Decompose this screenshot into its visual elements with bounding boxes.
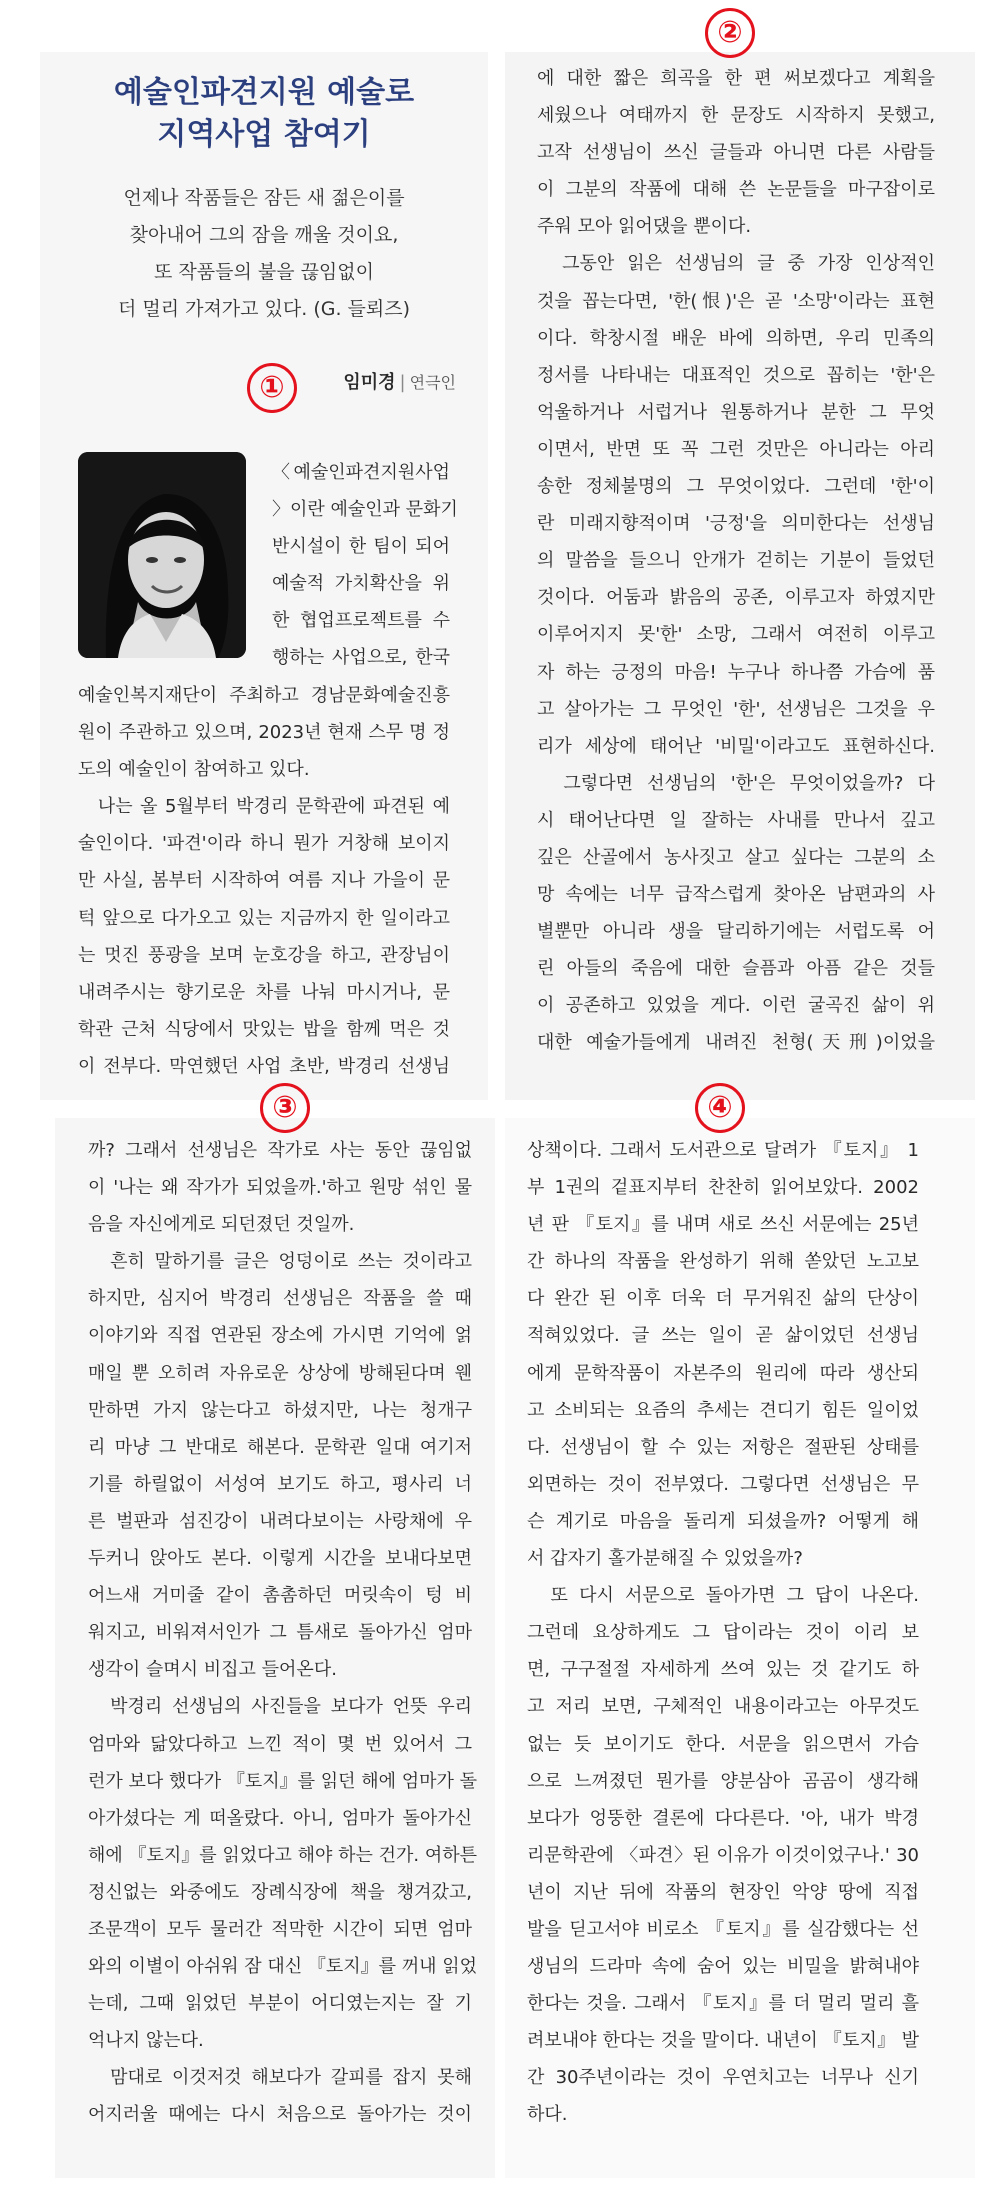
text-line: 술인이다. '파견'이라 하니 뭔가 거창해 보이지 xyxy=(78,833,450,855)
text-line: 이면서, 반면 또 꼭 그런 것만은 아니라는 아리 xyxy=(537,438,935,460)
text-line: 반시설이 한 팀이 되어 xyxy=(272,536,450,558)
text-line: 〉이란 예술인과 문화기 xyxy=(272,499,458,521)
text-line: 고 소비되는 요즘의 추세는 견디기 힘든 일이었 xyxy=(527,1399,919,1421)
text-line: 는 멋진 풍광을 보며 눈호강을 하고, 관장님이 xyxy=(78,944,450,966)
text-line: 박경리 선생님의 사진들을 보다가 언뜻 우리 xyxy=(88,1696,472,1718)
article-panel-1 xyxy=(40,52,488,1100)
text-line: 없는 듯 보이기도 한다. 서문을 읽으면서 가슴 xyxy=(527,1733,919,1755)
text-line: 흔히 말하기를 글은 엉덩이로 쓰는 것이라고 xyxy=(88,1251,472,1273)
marker-2: ② xyxy=(705,8,755,58)
text-line: 두커니 앉아도 본다. 이렇게 시간을 보내다보면 xyxy=(88,1548,472,1570)
text-line: 깊은 산골에서 농사짓고 살고 싶다는 그분의 소 xyxy=(537,846,935,868)
marker-3: ③ xyxy=(260,1083,310,1133)
text-line: 주워 모아 읽어댔을 뿐이다. xyxy=(537,216,752,238)
text-line: 이다. 학창시절 배운 바에 의하면, 우리 민족의 xyxy=(537,327,935,349)
author-photo xyxy=(78,452,246,658)
text-line: 란 미래지향적이며 '긍정'을 의미한다는 선생님 xyxy=(537,513,935,535)
text-line: 리문학관에 〈파견〉된 이유가 이것이었구나.' 30 xyxy=(527,1844,919,1866)
text-line: 린 아들의 죽음에 대한 슬픔과 아픔 같은 것들 xyxy=(537,958,935,980)
text-line: 간 30주년이라는 것이 우연치고는 너무나 신기 xyxy=(527,2067,919,2089)
text-line: 나는 올 5월부터 박경리 문학관에 파견된 예 xyxy=(78,796,450,818)
epigraph-quote xyxy=(40,180,488,328)
text-line: 조문객이 모두 물러간 적막한 시간이 되면 엄마 xyxy=(88,1918,472,1940)
text-line: 면, 구구절절 자세하게 쓰여 있는 것 같기도 하 xyxy=(527,1659,919,1681)
text-line: 부 1권의 겉표지부터 찬찬히 읽어보았다. 2002 xyxy=(527,1177,919,1199)
text-line: 년 판 『토지』를 내며 새로 쓰신 서문에는 25년 xyxy=(527,1214,919,1236)
text-line: 슨 계기로 마음을 돌리게 되셨을까? 어떻게 해 xyxy=(527,1510,919,1532)
title-line-1: 예술인파견지원 예술로 xyxy=(113,75,415,110)
author-role: 연극인 xyxy=(409,373,456,392)
text-line: 와의 이별이 아쉬워 잠 대신 『토지』를 꺼내 읽었 xyxy=(88,1956,478,1978)
text-line: 고 저리 보면, 구체적인 내용이라고는 아무것도 xyxy=(527,1696,919,1718)
text-line: 〈예술인파견지원사업 xyxy=(272,462,450,483)
text-line: 적혀있었다. 글 쓰는 일이 곧 삶이었던 선생님 xyxy=(527,1325,919,1347)
author-byline xyxy=(343,368,456,394)
text-line: 워지고, 비워져서인가 그 틈새로 돌아가신 엄마 xyxy=(88,1622,472,1644)
quote-line: 또 작품들의 불을 끊임없이 xyxy=(153,261,374,283)
text-line: 엄마와 닮았다하고 느낀 적이 몇 번 있어서 그 xyxy=(88,1733,472,1755)
text-line: 에 대한 짧은 희곡을 한 편 써보겠다고 계획을 xyxy=(537,68,935,89)
text-line: 억울하거나 서럽거나 원통하거나 분한 그 무엇 xyxy=(537,401,935,423)
text-line: 기를 하릴없이 서성여 보기도 하고, 평사리 너 xyxy=(88,1473,472,1495)
body-text-column-4 xyxy=(527,1132,919,2134)
text-line: 도의 예술인이 참여하고 있다. xyxy=(78,759,310,781)
text-line: 이 그분의 작품에 대해 쓴 논문들을 마구잡이로 xyxy=(537,179,935,201)
text-line: 망 속에는 너무 급작스럽게 찾아온 남편과의 사 xyxy=(537,884,935,906)
text-line: 정서를 나타내는 대표적인 것으로 꼽히는 '한'은 xyxy=(537,364,935,386)
text-line: 외면하는 것이 전부였다. 그렇다면 선생님은 무 xyxy=(527,1473,919,1495)
text-line: 원이 주관하고 있으며, 2023년 현재 스무 명 정 xyxy=(78,722,450,744)
quote-line: 언제나 작품들은 잠든 새 젊은이를 xyxy=(123,187,405,209)
text-line: 내려주시는 향기로운 차를 나눠 마시거나, 문 xyxy=(78,981,450,1003)
text-line: 다. 선생님이 할 수 있는 저항은 절판된 상태를 xyxy=(527,1436,919,1458)
text-line: 대한 예술가들에게 내려진 천형(天刑)이었을 xyxy=(537,1032,935,1054)
article-panel-3 xyxy=(55,1118,495,2178)
quote-line: 더 멀리 가져가고 있다. (G. 들뢰즈) xyxy=(117,298,411,320)
author-portrait-image xyxy=(78,452,246,658)
text-line: 아가셨다는 게 떠올랐다. 아니, 엄마가 돌아가신 xyxy=(88,1807,472,1829)
text-line: 자 하는 긍정의 마음! 누구나 하나쯤 가슴에 품 xyxy=(537,661,935,683)
author-separator: | xyxy=(399,372,406,393)
text-line: 까? 그래서 선생님은 작가로 사는 동안 끊임없 xyxy=(88,1140,472,1161)
text-line: 서 갑자기 홀가분해질 수 있었을까? xyxy=(527,1548,803,1570)
body-text-column-2 xyxy=(537,60,935,1062)
marker-4: ④ xyxy=(695,1083,745,1133)
text-line: 어지러울 때에는 다시 처음으로 돌아가는 것이 xyxy=(88,2104,472,2126)
text-line: 이 전부다. 막연했던 사업 초반, 박경리 선생님 xyxy=(78,1055,450,1077)
text-line: 억나지 않는다. xyxy=(88,2030,204,2052)
text-line: 턱 앞으로 다가오고 있는 지금까지 한 일이라고 xyxy=(78,907,450,929)
text-line: 한 협업프로젝트를 수 xyxy=(272,610,450,632)
text-line: 보다가 엉뚱한 결론에 다다른다. '아, 내가 박경 xyxy=(527,1807,919,1829)
text-line: 생님의 드라마 속에 숨어 있는 비밀을 밝혀내야 xyxy=(527,1956,919,1978)
text-line: 하지만, 심지어 박경리 선생님은 작품을 쓸 때 xyxy=(88,1288,472,1310)
text-line: 리가 세상에 태어난 '비밀'이라고도 표현하신다. xyxy=(537,735,935,757)
text-line: 이야기와 직접 연관된 장소에 가시면 기억에 얽 xyxy=(88,1325,472,1347)
text-line: 송한 정체불명의 그 무엇이었다. 그런데 '한'이 xyxy=(537,476,935,498)
article-panel-4 xyxy=(505,1118,975,2178)
title-line-2: 지역사업 참여기 xyxy=(157,117,371,152)
body-text-beside-photo xyxy=(272,454,458,677)
text-line: 정신없는 와중에도 장례식장에 책을 챙겨갔고, xyxy=(88,1881,472,1903)
text-line: 한다는 것을. 그래서 『토지』를 더 멀리 멀리 흘 xyxy=(527,1993,919,2015)
text-line: 행하는 사업으로, 한국 xyxy=(272,647,450,669)
body-text-column-3 xyxy=(88,1132,478,2134)
text-line: 려보내야 한다는 것을 말이다. 내년이 『토지』 발 xyxy=(527,2030,919,2052)
text-line: 해에 『토지』를 읽었다고 해야 하는 건가. 여하튼 xyxy=(88,1844,478,1866)
text-line: 그동안 읽은 선생님의 글 중 가장 인상적인 xyxy=(537,253,935,275)
text-line: 간 하나의 작품을 완성하기 위해 쏟았던 노고보 xyxy=(527,1251,919,1273)
author-name: 임미경 xyxy=(343,372,396,393)
text-line: 런가 보다 했다가 『토지』를 읽던 해에 엄마가 돌 xyxy=(88,1770,478,1792)
text-line: 에게 문학작품이 자본주의 원리에 따라 생산되 xyxy=(527,1362,919,1384)
article-title xyxy=(40,72,488,156)
text-line: 음을 자신에게로 되던졌던 것일까. xyxy=(88,1214,355,1236)
marker-1: ① xyxy=(247,363,297,413)
text-line: 이 공존하고 있었을 게다. 이런 굴곡진 삶이 위 xyxy=(537,995,935,1017)
body-text-column-1 xyxy=(78,677,450,1085)
text-line: 별뿐만 아니라 생을 달리하기에는 서럽도록 어 xyxy=(537,921,935,943)
text-line: 발을 딛고서야 비로소 『토지』를 실감했다는 선 xyxy=(527,1918,919,1940)
text-line: 의 말씀을 들으니 안개가 걷히는 기분이 들었던 xyxy=(537,550,935,572)
article-panel-2 xyxy=(505,52,975,1100)
text-line: 시 태어난다면 일 잘하는 사내를 만나서 깊고 xyxy=(537,809,935,831)
text-line: 다 완간 된 이후 더욱 더 무거워진 삶의 단상이 xyxy=(527,1288,919,1310)
text-line: 생각이 슬며시 비집고 들어온다. xyxy=(88,1659,337,1681)
text-line: 예술적 가치확산을 위 xyxy=(272,573,450,595)
text-line: 예술인복지재단이 주최하고 경남문화예술진흥 xyxy=(78,685,450,706)
text-line: 또 다시 서문으로 돌아가면 그 답이 나온다. xyxy=(527,1585,919,1607)
text-line: 리 마냥 그 반대로 해본다. 문학관 일대 여기저 xyxy=(88,1436,472,1458)
text-line: 맘대로 이것저것 해보다가 갈피를 잡지 못해 xyxy=(88,2067,472,2089)
text-line: 하다. xyxy=(527,2104,568,2126)
text-line: 만 사실, 봄부터 시작하여 여름 지나 가을이 문 xyxy=(78,870,450,892)
quote-line: 찾아내어 그의 잠을 깨울 것이요, xyxy=(129,224,399,246)
text-line: 것을 꼽는다면, '한(恨)'은 곧 '소망'이라는 표현 xyxy=(537,290,935,312)
text-line: 이 '나는 왜 작가가 되었을까.'하고 원망 섞인 물 xyxy=(88,1177,472,1199)
text-line: 른 벌판과 섬진강이 내려다보이는 사랑채에 우 xyxy=(88,1510,472,1532)
text-line: 그렇다면 선생님의 '한'은 무엇이었을까? 다 xyxy=(537,772,935,794)
text-line: 는데, 그때 읽었던 부분이 어디였는지는 잘 기 xyxy=(88,1993,472,2015)
text-line: 년이 지난 뒤에 작품의 현장인 악양 땅에 직접 xyxy=(527,1881,919,1903)
text-line: 상책이다. 그래서 도서관으로 달려가 『토지』 1 xyxy=(527,1140,919,1161)
text-line: 그런데 요상하게도 그 답이라는 것이 이리 보 xyxy=(527,1622,919,1644)
text-line: 세웠으나 여태까지 한 문장도 시작하지 못했고, xyxy=(537,105,935,127)
text-line: 학관 근처 식당에서 맛있는 밥을 함께 먹은 것 xyxy=(78,1018,450,1040)
text-line: 이루어지지 못'한' 소망, 그래서 여전히 이루고 xyxy=(537,624,935,646)
text-line: 매일 뿐 오히려 자유로운 상상에 방해된다며 웬 xyxy=(88,1362,472,1384)
text-line: 으로 느껴졌던 뭔가를 양분삼아 곰곰이 생각해 xyxy=(527,1770,919,1792)
text-line: 고 살아가는 그 무엇인 '한', 선생님은 그것을 우 xyxy=(537,698,935,720)
text-line: 만하면 가지 않는다고 하셨지만, 나는 청개구 xyxy=(88,1399,472,1421)
text-line: 고작 선생님이 쓰신 글들과 아니면 다른 사람들 xyxy=(537,142,935,164)
text-line: 어느새 거미줄 같이 촘촘하던 머릿속이 텅 비 xyxy=(88,1585,472,1607)
text-line: 것이다. 어둠과 밝음의 공존, 이루고자 하였지만 xyxy=(537,587,935,609)
